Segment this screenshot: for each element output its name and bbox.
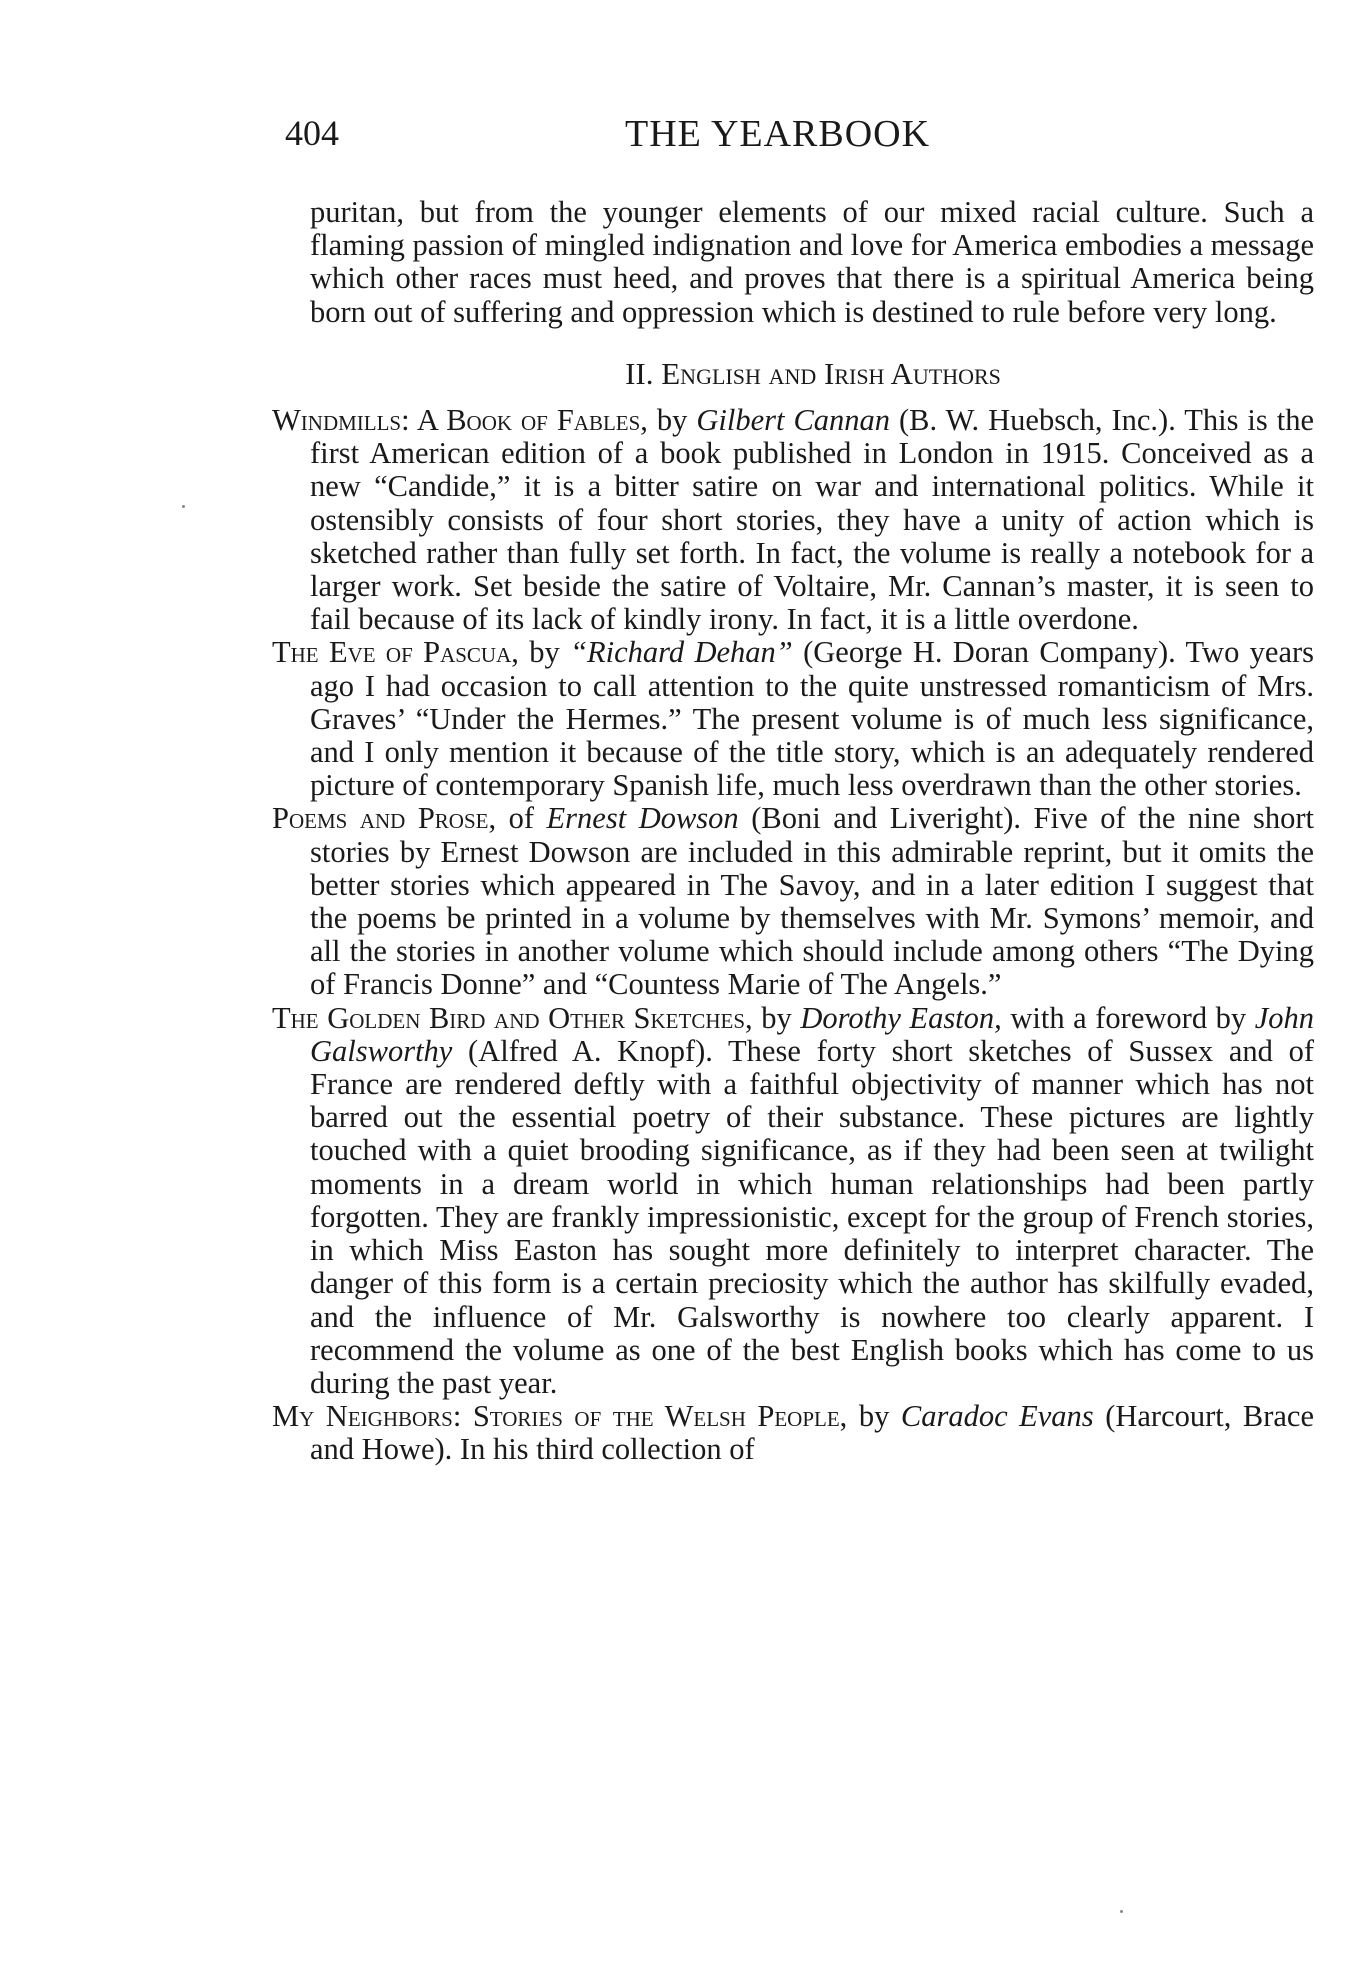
review-entry-poems-and-prose	[272, 801, 1314, 1002]
page-number: 404	[285, 113, 339, 153]
entry-text: (Alfred A. Knopf). These forty short sketches of Sussex and of France are rendered deftly with a faithful objectivity of manner which has not barred out the essential poetry of their substance. These pictures are lightly touched with a quiet brooding significance, as if they had been seen at twilight moments in a dream world in which human relationships had been partly forgotten. They are frankly impressionistic, except for the group of French stories, in which Miss Easton has sought more definitely to interpret character. The danger of this form is a certain preciosity which the author has skilfully evaded, and the influence of Mr. Galsworthy is nowhere too clearly apparent. I recommend the volume as one of the best English books which has come to us during the past year.	[310, 1033, 1314, 1400]
entry-title: The Eve of Pascua,	[272, 635, 519, 670]
review-entry-windmills	[272, 403, 1315, 637]
paper-speck	[1120, 1910, 1123, 1913]
entry-text: (Boni and Liveright). Five of the nine short stories by Ernest Dowson are included in this admirable reprint, but it omits the better stories which appeared in The Savoy, and in a later edition I suggest that the poems be printed in a volume by themselves with Mr. Symons’ memoir, and all the stories in another volume which should include among others “The Dying of Francis Donne” and “Countess Marie of The Angels.”	[310, 801, 1314, 1002]
entry-author: Dorothy Easton,	[800, 1000, 1002, 1035]
entry-by: by	[752, 1000, 801, 1035]
entry-title: Windmills: A Book of Fables,	[272, 403, 648, 438]
entry-by: by	[518, 635, 571, 670]
review-entry-my-neighbors	[272, 1399, 1314, 1467]
entry-text: (Harcourt, Brace and Howe). In his third collection of	[310, 1399, 1314, 1467]
entry-title: The Golden Bird and Other Sketches,	[272, 1000, 753, 1035]
entry-title: My Neighbors: Stories of the Welsh People,	[272, 1399, 848, 1434]
entry-author: Gilbert Cannan	[696, 403, 891, 438]
entry-by: of	[496, 801, 547, 836]
foreword-author: John Galsworthy	[310, 1000, 1315, 1068]
review-entry-eve-of-pascua	[272, 635, 1315, 803]
entry-by: by	[647, 403, 697, 438]
foreword-prefix: with a foreword by	[1001, 1000, 1255, 1035]
page-header	[285, 112, 985, 162]
entry-author: Ernest Dowson	[546, 801, 739, 836]
entry-author: “Richard Dehan”	[570, 635, 793, 670]
review-entry-golden-bird	[272, 1000, 1315, 1400]
running-title: THE YEARBOOK	[625, 113, 931, 155]
section-heading: II. English and Irish Authors	[625, 355, 1001, 391]
paper-speck	[182, 505, 185, 508]
entry-author: Caradoc Evans	[900, 1399, 1094, 1434]
lead-paragraph: puritan, but from the younger elements of our mixed racial culture. Such a flaming passion of mingled indignation and love for America embodies a message which other races must heed, and proves that there is a spiritual America being born out of suffering and oppression which is destined to rule before very long.	[310, 195, 1314, 329]
entry-by: by	[847, 1399, 901, 1434]
entry-title: Poems and Prose,	[272, 801, 497, 836]
entry-text: (B. W. Huebsch, Inc.). This is the first American edition of a book published in London in 1915. Conceived as a new “Candide,” it is a bitter satire on war and international politics. While it ostensibly consists of four short stories, they have a unity of action which is sketched rather than fully set forth. In fact, the volume is really a notebook for a larger work. Set beside the satire of Voltaire, Mr. Cannan’s master, it is seen to fail because of its lack of kindly irony. In fact, it is a little overdone.	[310, 403, 1315, 637]
entry-text: (George H. Doran Company). Two years ago I had occasion to call attention to the quite unstressed romanticism of Mrs. Graves’ “Under the Hermes.” The present volume is of much less significance, and I only mention it because of the title story, which is an adequately rendered picture of contemporary Spanish life, much less overdrawn than the other stories.	[310, 635, 1315, 803]
page-body	[272, 196, 1314, 1467]
